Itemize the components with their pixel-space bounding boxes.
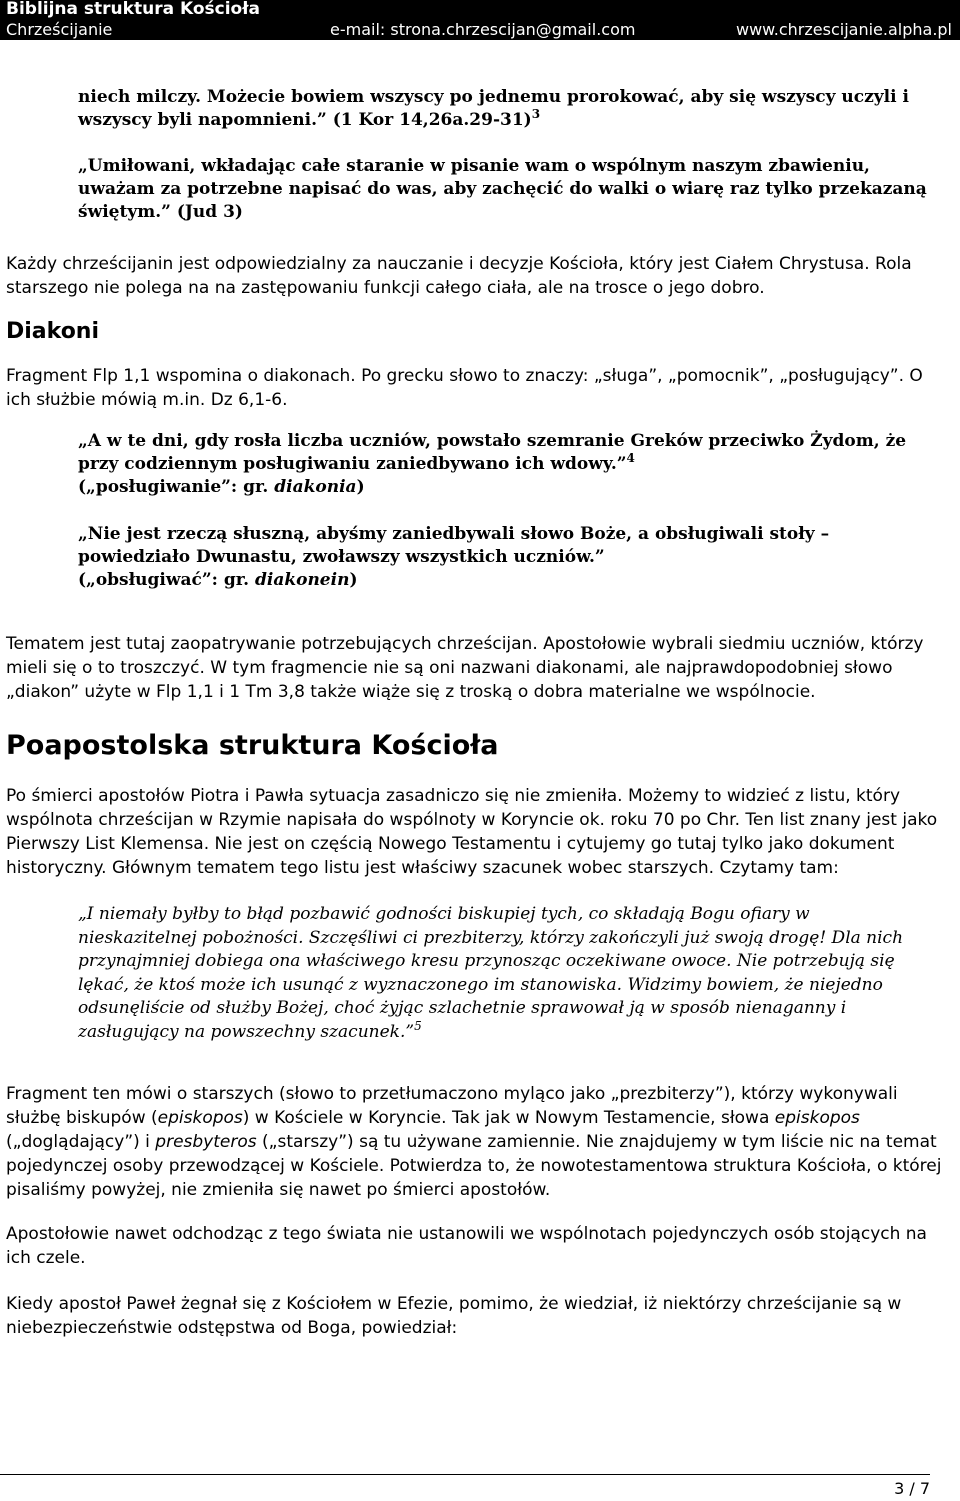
footnote-ref-3: 3: [531, 107, 541, 121]
email-address: e-mail: strona.chrzescijan@gmail.com: [330, 20, 636, 39]
paragraph-ephesus: Kiedy apostoł Paweł żegnał się z Kościołem w Efezie, pomimo, że wiedział, iż niektórzy chrześcijanie są w niebezpieczeństwie odstępstwa od Boga, powiedział:: [6, 1294, 902, 1338]
page-content: [6, 86, 950, 1340]
quote-1-kor: niech milczy. Możecie bowiem wszyscy po jednemu prorokować, aby się wszyscy uczyli i wszyscy byli napomnieni.” (1 Kor 14,26a.29-31)$^3$: [78, 87, 909, 130]
paragraph-clement: Po śmierci apostołów Piotra i Pawła sytuacja zasadniczo się nie zmieniła. Możemy to widzieć z listu, który wspólnota chrześcijan w Rzymie napisała do wspólnoty w Koryncie ok. roku 70 po Chr. Ten list znany jest jako Pierwszy List Klemensa. Nie jest on częścią Nowego Testamentu i cytujemy go tutaj tylko jako dokument historyczny. Głównym tematem tego listu jest właściwy szacunek wobec starszych. Czytamy tam:: [6, 786, 938, 878]
heading-diakoni: Diakoni: [6, 319, 100, 344]
paragraph-diakoni: Fragment Flp 1,1 wspomina o diakonach. Po grecku słowo to znaczy: „sługa”, „pomocnik”, „posługujący”. O ich służbie mówią m.in. Dz 6,1-6.: [6, 366, 923, 410]
paragraph-topic: Tematem jest tutaj zaopatrywanie potrzebujących chrześcijan. Apostołowie wybrali siedmiu uczniów, którzy mieli się o to troszczyć. W tym fragmencie nie są oni nazwani diakonami, ale najprawdopodobniej słowo „diakon” użyte w Flp 1,1 i 1 Tm 3,8 także wiąże się z troską o dobra materialne we wspólnocie.: [6, 634, 924, 702]
heading-post-apostolic: Poapostolska struktura Kościoła: [6, 730, 499, 761]
site-name: Chrześcijanie: [6, 20, 113, 39]
paragraph-responsibility: Każdy chrześcijanin jest odpowiedzialny za nauczanie i decyzje Kościoła, który jest Ciałem Chrystusa. Rola starszego nie polega na na zastępowaniu funkcji całego ciała, ale na trosce o jego dobro.: [6, 254, 912, 298]
site-url: www.chrzescijanie.alpha.pl: [735, 20, 952, 39]
footnote-ref-5: 5: [414, 1018, 422, 1033]
quote-jud: „Umiłowani, wkładając całe staranie w pisanie wam o wspólnym naszym zbawieniu, uważam za potrzebne napisać do was, aby zachęcić do walki o wiarę raz tylko przekazaną świętym.” (Jud 3): [78, 156, 927, 222]
quote-dz-6-1: „A w te dni, gdy rosła liczba uczniów, powstało szemranie Greków przeciwko Żydom, że przy codziennym posługiwaniu zaniedbywano ich wdowy.”$^4$ („posługiwanie”: gr. diakonia): [78, 431, 907, 497]
document-title: Biblijna struktura Kościoła: [6, 0, 261, 19]
quote-clement: „I niemały byłby to błąd pozbawić godności biskupiej tych, co składają Bogu ofiary w nieskazitelnej pobożności. Szczęśliwi ci prezbiterzy, którzy zakończyli już swoją drogę! Dla nich przynajmniej dobiega ona właściwego kresu przynosząc oczekiwane owoce. Nie potrzebują się lękać, że ktoś może ich usunąć z wyznaczonego im stanowiska. Widzimy bowiem, że niejedno odsunęliście od służby Bożej, choć żyjąc szlachetnie sprawował ją w sposób nienaganny i zasługujący na powszechny szacunek.”$^5$: [78, 904, 904, 1042]
paragraph-apostles: Apostołowie nawet odchodząc z tego świata nie ustanowili we wspólnotach pojedynczych osób stojących na ich czele.: [6, 1224, 927, 1268]
page-footer: [0, 1474, 930, 1498]
page-header: [0, 0, 960, 40]
footnote-ref-4: 4: [626, 451, 635, 465]
paragraph-fragment: Fragment ten mówi o starszych (słowo to przetłumaczono myląco jako „prezbiterzy”), którzy wykonywali służbę biskupów (episkopos) w Kościele w Koryncie. Tak jak w Nowym Testamencie, słowa episkopos („doglądający”) i presbyteros („starszy”) są tu używane zamiennie. Nie znajdujemy w tym liście nic na temat pojedynczej osoby przewodzącej w Kościele. Potwierdza to, że nowotestamentowa struktura Kościoła, o której pisaliśmy powyżej, nie zmieniła się nawet po śmierci apostołów.: [6, 1084, 942, 1200]
quote-dz-6-2: „Nie jest rzeczą słuszną, abyśmy zaniedbywali słowo Boże, a obsługiwali stoły – powiedziało Dwunastu, zwoławszy wszystkich uczniów.” („obsługiwać”: gr. diakonein): [78, 524, 830, 590]
page-number: 3 / 7: [894, 1479, 930, 1498]
